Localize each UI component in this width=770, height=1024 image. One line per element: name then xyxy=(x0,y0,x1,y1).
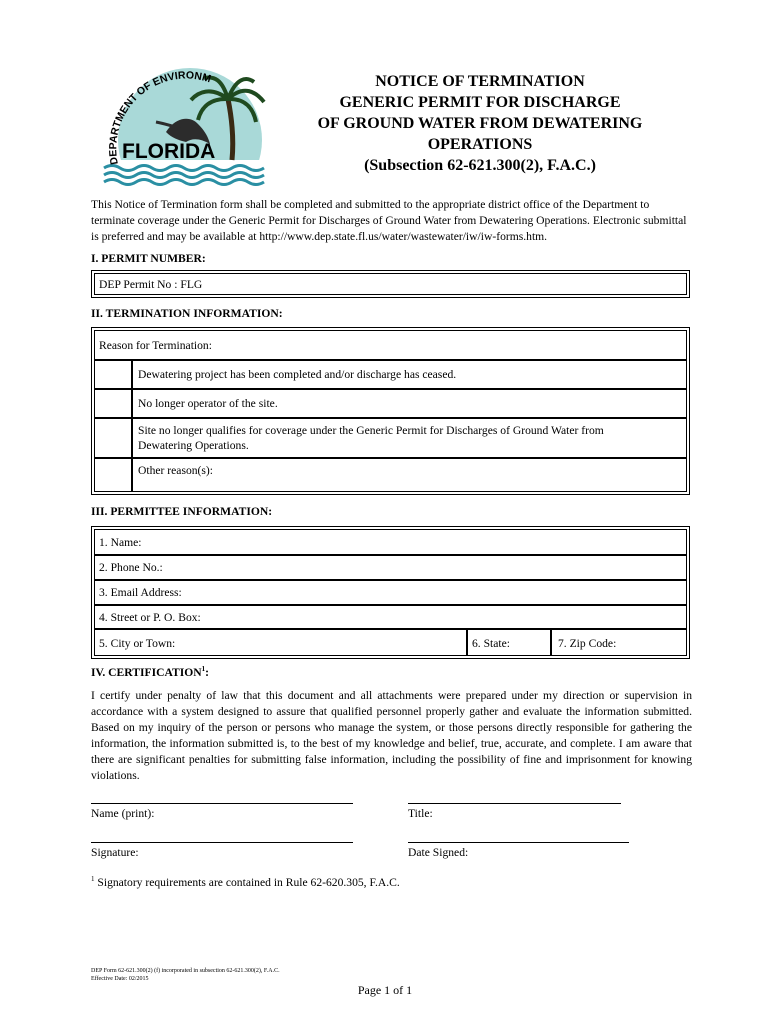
reason-option-text-line2: Dewatering Operations. xyxy=(138,439,249,452)
reason-checkbox-not-qualify[interactable] xyxy=(94,418,132,458)
logo-graphic xyxy=(96,64,274,190)
title-line-4: OPERATIONS xyxy=(427,136,533,153)
title-line-5: (Subsection 62-621.300(2), F.A.C.) xyxy=(364,157,596,174)
title-line-3: OF GROUND WATER FROM DEWATERING xyxy=(317,115,643,132)
page-number: Page 1 of 1 xyxy=(357,983,413,997)
section-1-heading: I. PERMIT NUMBER: xyxy=(91,252,206,265)
zip-label: 7. Zip Code: xyxy=(558,637,617,650)
footnote-text: Signatory requirements are contained in Rule 62-620.305, F.A.C. xyxy=(94,875,400,889)
reason-option-text: No longer operator of the site. xyxy=(138,397,278,410)
logo-agency-text: DEPARTMENT OF ENVIRONM xyxy=(107,69,213,166)
form-reference: DEP Form 62-621.300(2) (f) incorporated in subsection 62-621.300(2), F.A.C. xyxy=(91,968,280,974)
reason-option-completed xyxy=(132,360,687,389)
certification-heading-colon: : xyxy=(205,665,209,679)
title-line[interactable] xyxy=(408,803,621,804)
name-print-label: Name (print): xyxy=(91,807,155,820)
permit-number-field[interactable] xyxy=(94,273,687,295)
permit-number-label: DEP Permit No : FLG xyxy=(99,278,203,291)
reason-option-not-qualify xyxy=(132,418,687,458)
section-2-heading: II. TERMINATION INFORMATION: xyxy=(91,307,283,320)
name-print-line[interactable] xyxy=(91,803,353,804)
reason-header-cell xyxy=(94,330,687,360)
section-4-heading xyxy=(91,665,209,679)
date-signed-line[interactable] xyxy=(408,842,629,843)
section-3-heading: III. PERMITTEE INFORMATION: xyxy=(91,505,273,518)
form-title xyxy=(280,71,680,176)
title-label: Title: xyxy=(408,807,433,820)
permittee-city-field[interactable] xyxy=(94,629,467,656)
reason-option-text: Other reason(s): xyxy=(138,464,214,477)
signature-line[interactable] xyxy=(91,842,353,843)
logo-state-text: FLORIDA xyxy=(122,140,216,163)
reason-checkbox-not-operator[interactable] xyxy=(94,389,132,418)
permittee-phone-field[interactable] xyxy=(94,555,687,580)
certification-heading-text: IV. CERTIFICATION xyxy=(91,665,202,679)
reason-checkbox-other[interactable] xyxy=(94,458,132,492)
title-line-1: NOTICE OF TERMINATION xyxy=(375,73,585,90)
certification-text: I certify under penalty of law that this document and all attachments were prepared under my direction or supervision in accordance with a system designed to assure that qualified personnel properly gather and evaluate the information submitted. Based on my inquiry of the person or persons who manage the system, or those persons directly responsible for gathering the information, the information submitted is, to the best of my knowledge and belief, true, accurate, and complete. I am aware that there are significant penalties for submitting false information, including the possibility of fine and imprisonment for knowing violations. xyxy=(91,689,692,782)
termination-box xyxy=(91,327,690,495)
state-label: 6. State: xyxy=(472,637,510,650)
permittee-email-field[interactable] xyxy=(94,580,687,605)
permittee-zip-field[interactable] xyxy=(551,629,687,656)
reason-option-text-line1: Site no longer qualifies for coverage under the Generic Permit for Discharges of Ground Water from xyxy=(138,424,604,437)
date-signed-label: Date Signed: xyxy=(408,846,469,859)
effective-date: Effective Date: 02/2015 xyxy=(91,976,149,982)
permittee-street-field[interactable] xyxy=(94,605,687,629)
intro-paragraph: This Notice of Termination form shall be completed and submitted to the appropriate district office of the Department to terminate coverage under the Generic Permit for Discharges of Ground Water from Dewatering Operations. Electronic submittal is preferred and may be available at http://www.dep.state.fl.us/water/wastewater/iw/iw-forms.htm. xyxy=(91,198,687,243)
permittee-name-field[interactable] xyxy=(94,529,687,555)
city-label: 5. City or Town: xyxy=(99,637,176,650)
footnote xyxy=(91,875,400,889)
title-line-2: GENERIC PERMIT FOR DISCHARGE xyxy=(339,94,621,111)
street-label: 4. Street or P. O. Box: xyxy=(99,611,201,624)
permittee-state-field[interactable] xyxy=(467,629,551,656)
reason-option-text: Dewatering project has been completed and/or discharge has ceased. xyxy=(138,368,457,381)
reason-label: Reason for Termination: xyxy=(99,339,212,352)
phone-label: 2. Phone No.: xyxy=(99,561,163,574)
dep-florida-logo xyxy=(96,64,274,190)
permit-number-box xyxy=(91,270,690,298)
permittee-box xyxy=(91,526,690,659)
signature-label: Signature: xyxy=(91,846,139,859)
footnote-mark: 1 xyxy=(91,875,95,883)
reason-checkbox-completed[interactable] xyxy=(94,360,132,389)
name-label: 1. Name: xyxy=(99,536,142,549)
certification-footnote-mark: 1 xyxy=(201,665,206,673)
email-label: 3. Email Address: xyxy=(99,586,182,599)
reason-option-other[interactable] xyxy=(132,458,687,492)
reason-option-not-operator xyxy=(132,389,687,418)
